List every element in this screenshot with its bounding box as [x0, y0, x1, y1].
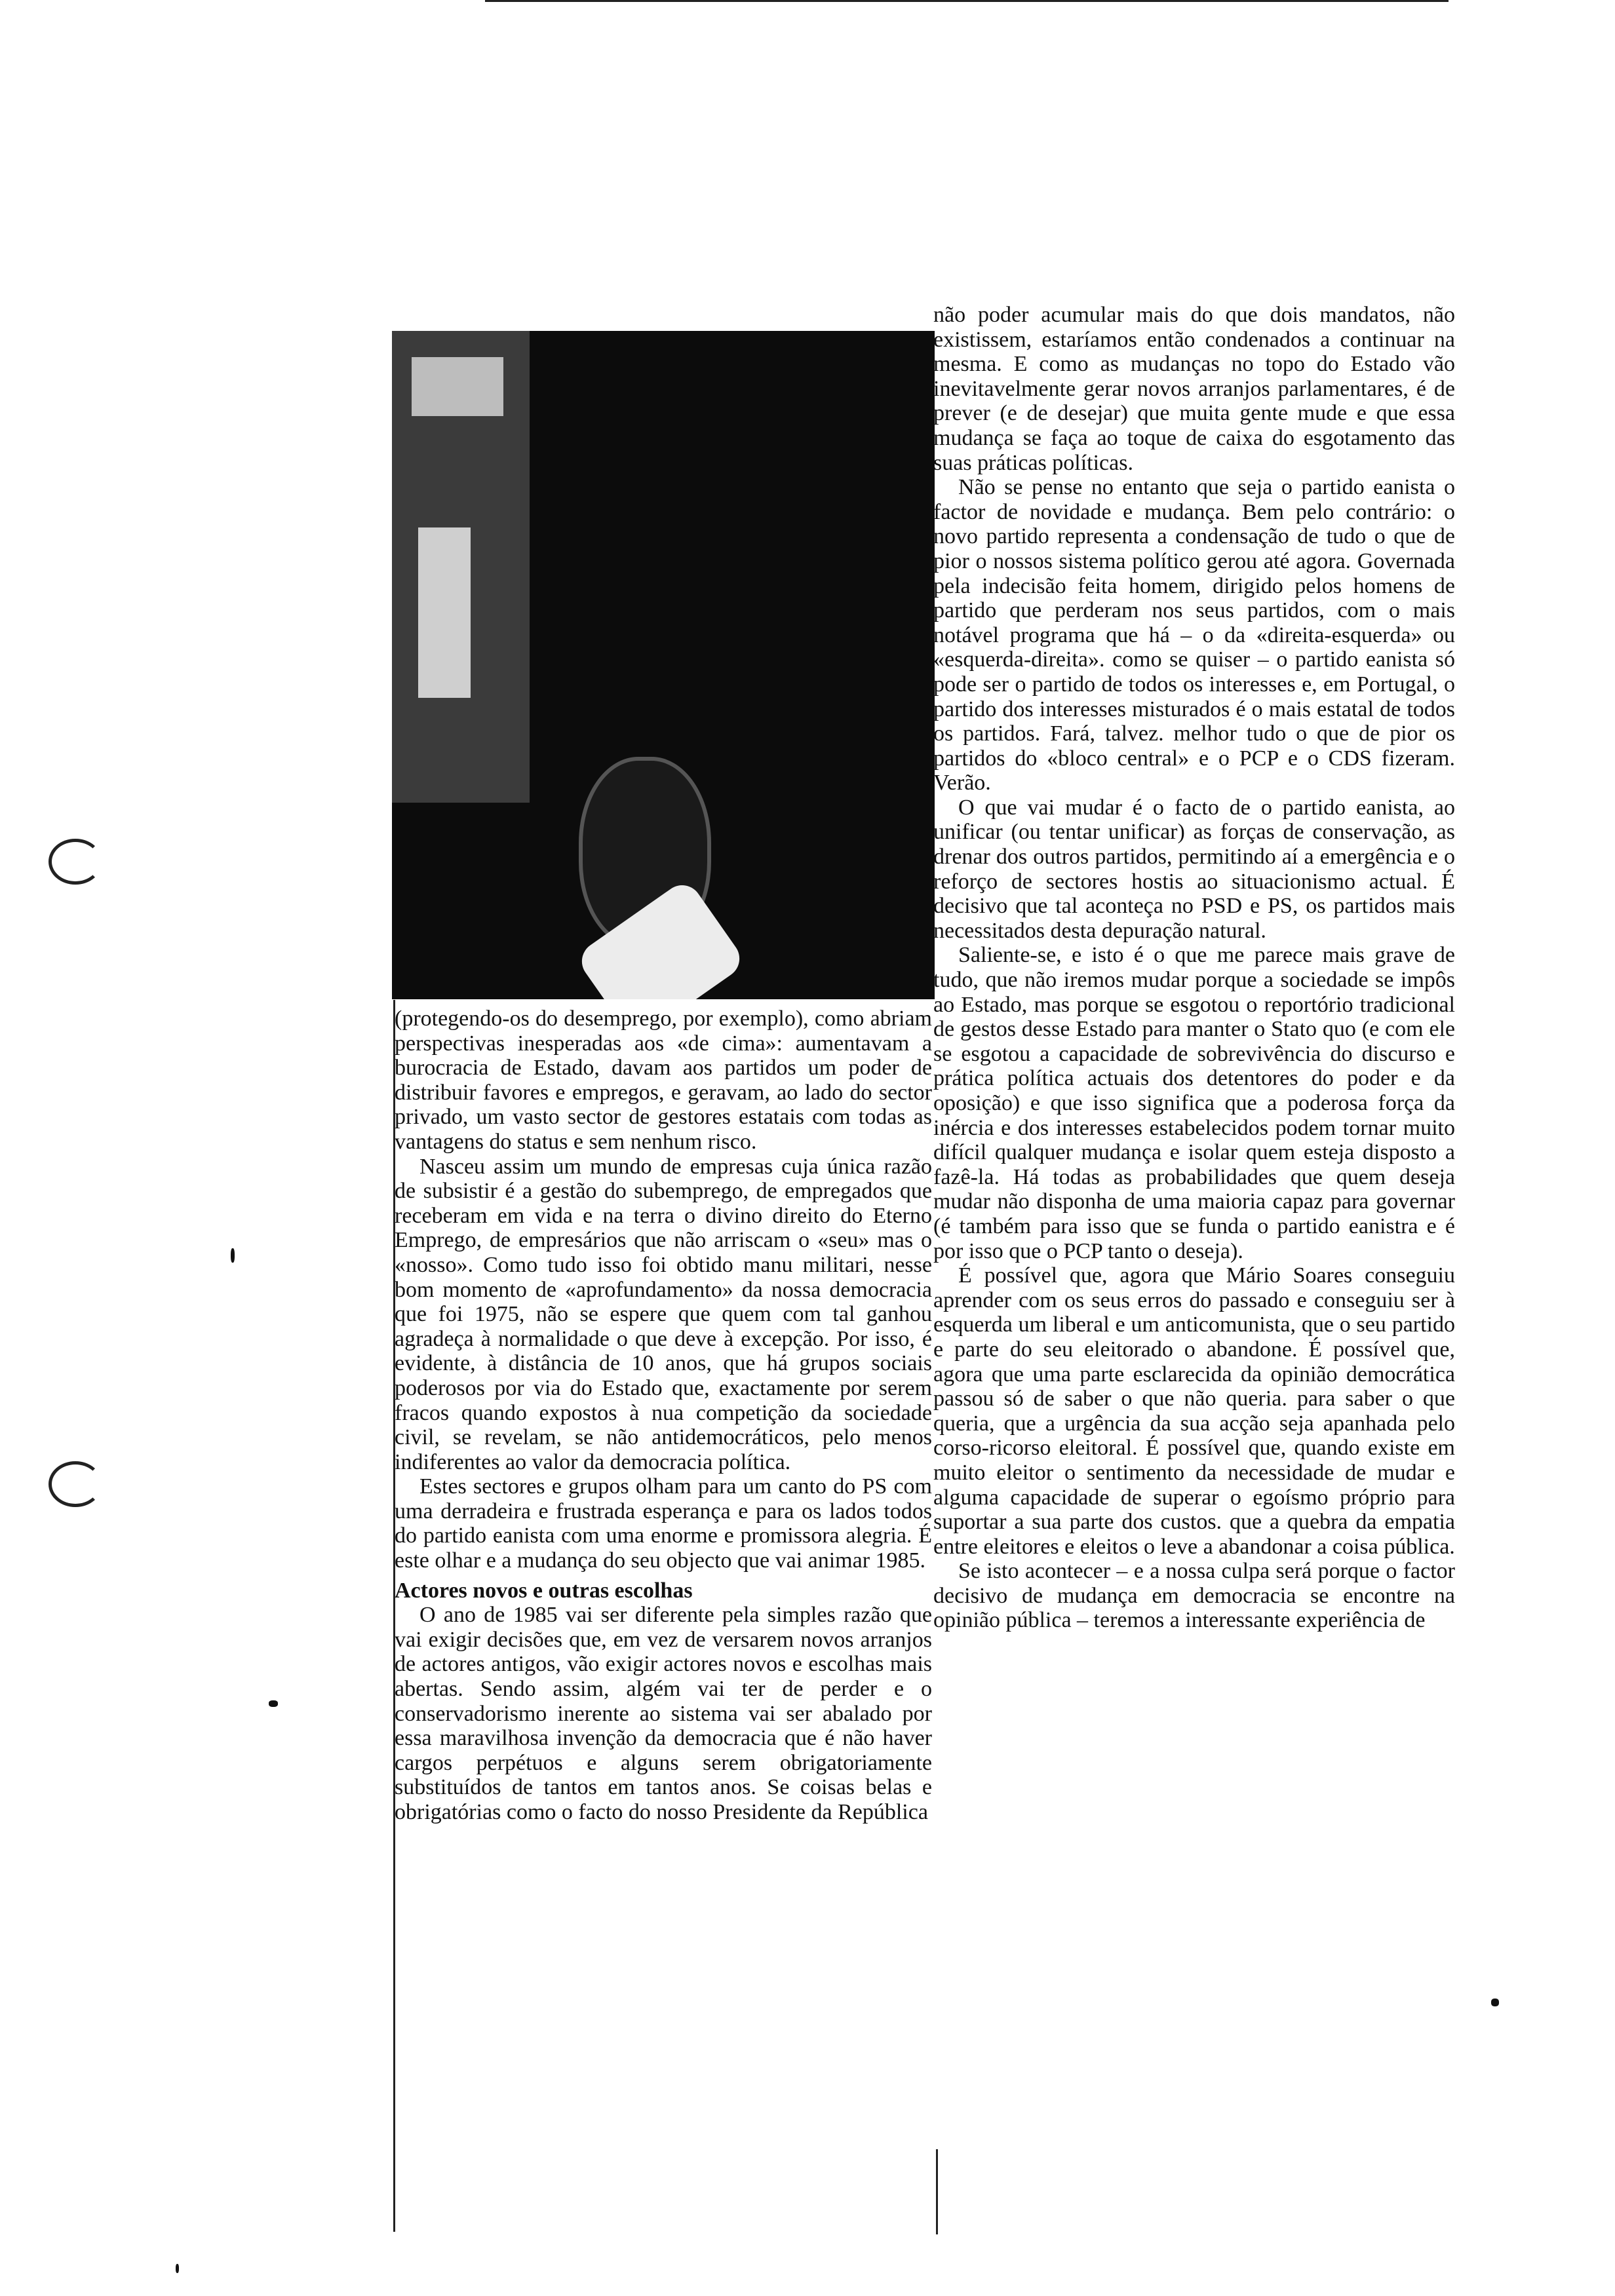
scan-speck — [231, 1248, 235, 1263]
photo-window-pane — [412, 357, 503, 416]
paragraph: O que vai mudar é o facto de o partido eanista, ao unificar (ou tentar unificar) as forças de conservação, as drenar dos outros partidos, permitindo aí a emergência e o reforço de sectores hostis ao situacionismo actual. É decisivo que tal aconteça no PSD e PS, os partidos mais necessitados desta depuração natural. — [933, 795, 1455, 943]
paragraph: Não se pense no entanto que seja o partido eanista o factor de novidade e mudança. Bem pelo contrário: o novo partido representa a condensação de tudo o que de pior o nossos sistema político gerou até agora. Governada pela indecisão feita homem, dirigido pelos homens de partido que perderam nos seus partidos, com o mais notável programa que há – o da «direita-esquerda» ou «esquerda-direita». como se quiser – o partido eanista só pode ser o partido de todos os interesses e, em Portugal, o partido dos interesses misturados é o mais estatal de todos os partidos. Fará, talvez. melhor tudo o que de pior os partidos do «bloco central» e o PCP e o CDS fizeram. Verão. — [933, 475, 1455, 795]
scan-speck — [1491, 1999, 1499, 2006]
paragraph: É possível que, agora que Mário Soares conseguiu aprender com os seus erros do passado e conseguiu ser à esquerda um liberal e um anticomunista, que o seu partido e parte do seu eleitorado o abandone. É possível que, agora que uma parte esclarecida da opinião democrática passou só de saber o que não queria. para saber o que queria, que a urgência da sua acção seja apanhada pelo corso-ricorso eleitoral. É possível que, quando existe em muito eleitor o sentimento da necessidade de mudar e alguma capacidade de superar o egoísmo próprio para suportar a sua parte dos custos. que a quebra da empatia entre eleitores e eleitos o leve a abandonar a coisa pública. — [933, 1263, 1455, 1559]
paragraph: Estes sectores e grupos olham para um canto do PS com uma derradeira e frustrada esperança e para os lados todos do partido eanista com uma enorme e promissora alegria. É este olhar e a mudança do seu objecto que vai animar 1985. — [395, 1474, 932, 1573]
punch-hole-bottom — [49, 1461, 102, 1507]
paragraph: não poder acumular mais do que dois mandatos, não existissem, estaríamos então condenados a continuar na mesma. E como as mudanças no topo do Estado vão inevitavelmente gerar novos arranjos parlamentares, é de prever (e de desejar) que muita gente mude e que essa mudança se faça ao toque de caixa do esgotamento das suas práticas políticas. — [933, 303, 1455, 475]
subheading: Actores novos e outras escolhas — [395, 1578, 693, 1603]
article-column-left — [395, 1006, 932, 1825]
scan-speck — [269, 1700, 278, 1707]
article-photo — [392, 331, 935, 999]
top-edge-line — [485, 0, 1449, 2]
column-divider-bottom — [936, 2149, 938, 2234]
punch-hole-top — [49, 839, 102, 885]
article-column-right — [933, 303, 1455, 1633]
paragraph: (protegendo-os do desemprego, por exemplo), como abriam perspectivas inesperadas aos «de cima»: aumentavam a burocracia de Estado, davam aos partidos um poder de distribuir favores e empregos, e geravam, ao lado do sector privado, um vasto sector de gestores estatais com todas as vantagens do status e sem nenhum risco. — [395, 1006, 932, 1154]
paragraph: Nasceu assim um mundo de empresas cuja única razão de subsistir é a gestão do subemprego, de empregados que receberam em vida e na terra o divino direito do Eterno Emprego, de empresários que não arriscam o «seu» mas o «nosso». Como tudo isso foi obtido manu militari, nesse bom momento de «aprofundamento» da nossa democracia que foi 1975, não se espere que quem com tal ganhou agradeça à normalidade o que deve à excepção. Por isso, é evidente, à distância de 10 anos, que há grupos sociais poderosos por via do Estado que, exactamente por serem fracos quando expostos à nua competição da sociedade civil, se revelam, se não antidemocráticos, pelo menos indiferentes ao valor da democracia política. — [395, 1154, 932, 1474]
paragraph: Saliente-se, e isto é o que me parece mais grave de tudo, que não iremos mudar porque a sociedade se impôs ao Estado, mas porque se esgotou o reportório tradicional de gestos desse Estado para manter o Stato quo (e com ele se esgotou a capacidade de sobrevivência do discurso e prática política actuais dos detentores do poder e da oposição) e que isso significa que a poderosa força da inércia e dos interesses estabelecidos podem tornar muito difícil qualquer mudança e isolar quem esteja disposto a fazê-la. Há todas as probabilidades que quem deseja mudar não disponha de uma maioria capaz para governar (é também para isso que se funda o partido eanistra e é por isso que o PCP tanto o deseja). — [933, 943, 1455, 1263]
scan-speck — [176, 2264, 179, 2273]
paragraph: Se isto acontecer – e a nossa culpa será porque o factor decisivo de mudança em democracia se encontre na opinião pública – teremos a interessante experiência de — [933, 1559, 1455, 1633]
photo-window-pane — [418, 527, 471, 698]
paragraph: O ano de 1985 vai ser diferente pela simples razão que vai exigir decisões que, em vez de versarem novos arranjos de actores antigos, vão exigir actores novos e escolhas mais abertas. Sendo assim, algém vai ter de perder e o conservadorismo inerente ao sistema vai ser abalado por essa maravilhosa invenção da democracia que é não haver cargos perpétuos e alguns serem obrigatoriamente substituídos de tantos em tantos anos. Se coisas belas e obrigatórias como o facto do nosso Presidente da República — [395, 1603, 932, 1824]
